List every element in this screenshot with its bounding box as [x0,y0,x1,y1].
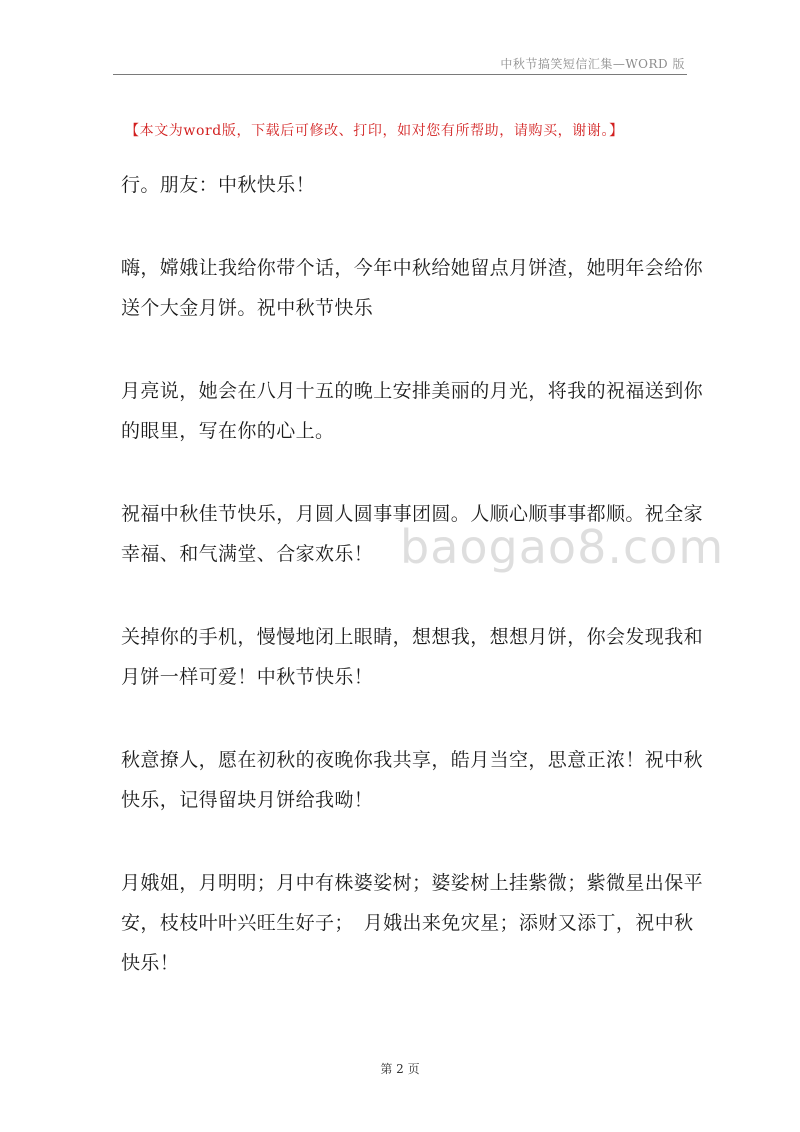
paragraph-line: 幸福、和气满堂、合家欢乐！ [121,543,374,565]
paragraph-line: 嗨，嫦娥让我给你带个话，今年中秋给她留点月饼渣，她明年会给你 [121,257,704,279]
paragraph-4 [121,494,704,574]
paragraph-1 [121,165,687,205]
paragraph-line: 快乐！ [121,952,180,974]
purchase-notice: 【本文为word版，下载后可修改、打印，如对您有所帮助，请购买，谢谢。】 [125,123,624,139]
paragraph-line: 祝福中秋佳节快乐，月圆人圆事事团圆。人顺心顺事事都顺。祝全家 [121,503,704,525]
paragraph-line: 月亮说，她会在八月十五的晚上安排美丽的月光，将我的祝福送到你 [121,380,704,402]
paragraph-line: 行。朋友：中秋快乐！ [121,174,316,196]
paragraph-line: 秋意撩人，愿在初秋的夜晚你我共享，皓月当空，思意正浓！祝中秋 [121,749,704,771]
paragraph-5 [121,617,704,697]
paragraph-line: 安，枝枝叶叶兴旺生好子； 月娥出来免灾星；添财又添丁，祝中秋 [121,912,694,934]
paragraph-line: 月饼一样可爱！中秋节快乐！ [121,666,374,688]
paragraph-line: 关掉你的手机，慢慢地闭上眼睛，想想我，想想月饼，你会发现我和 [121,626,704,648]
paragraph-line: 快乐，记得留块月饼给我呦！ [121,789,374,811]
paragraph-3 [121,371,704,451]
paragraph-7 [121,863,704,983]
header-divider [113,74,687,75]
document-body [121,165,704,1026]
paragraph-line: 的眼里，写在你的心上。 [121,420,335,442]
page-number: 第 2 页 [380,1062,420,1076]
paragraph-line: 送个大金月饼。祝中秋节快乐 [121,297,374,319]
site-watermark: baogao8.com [400,520,725,574]
paragraph-6 [121,740,704,820]
paragraph-line: 月娥姐，月明明；月中有株婆娑树；婆娑树上挂紫微；紫微星出保平 [121,872,704,894]
paragraph-2 [121,248,704,328]
header-title: 中秋节搞笑短信汇集—WORD 版 [500,57,685,71]
